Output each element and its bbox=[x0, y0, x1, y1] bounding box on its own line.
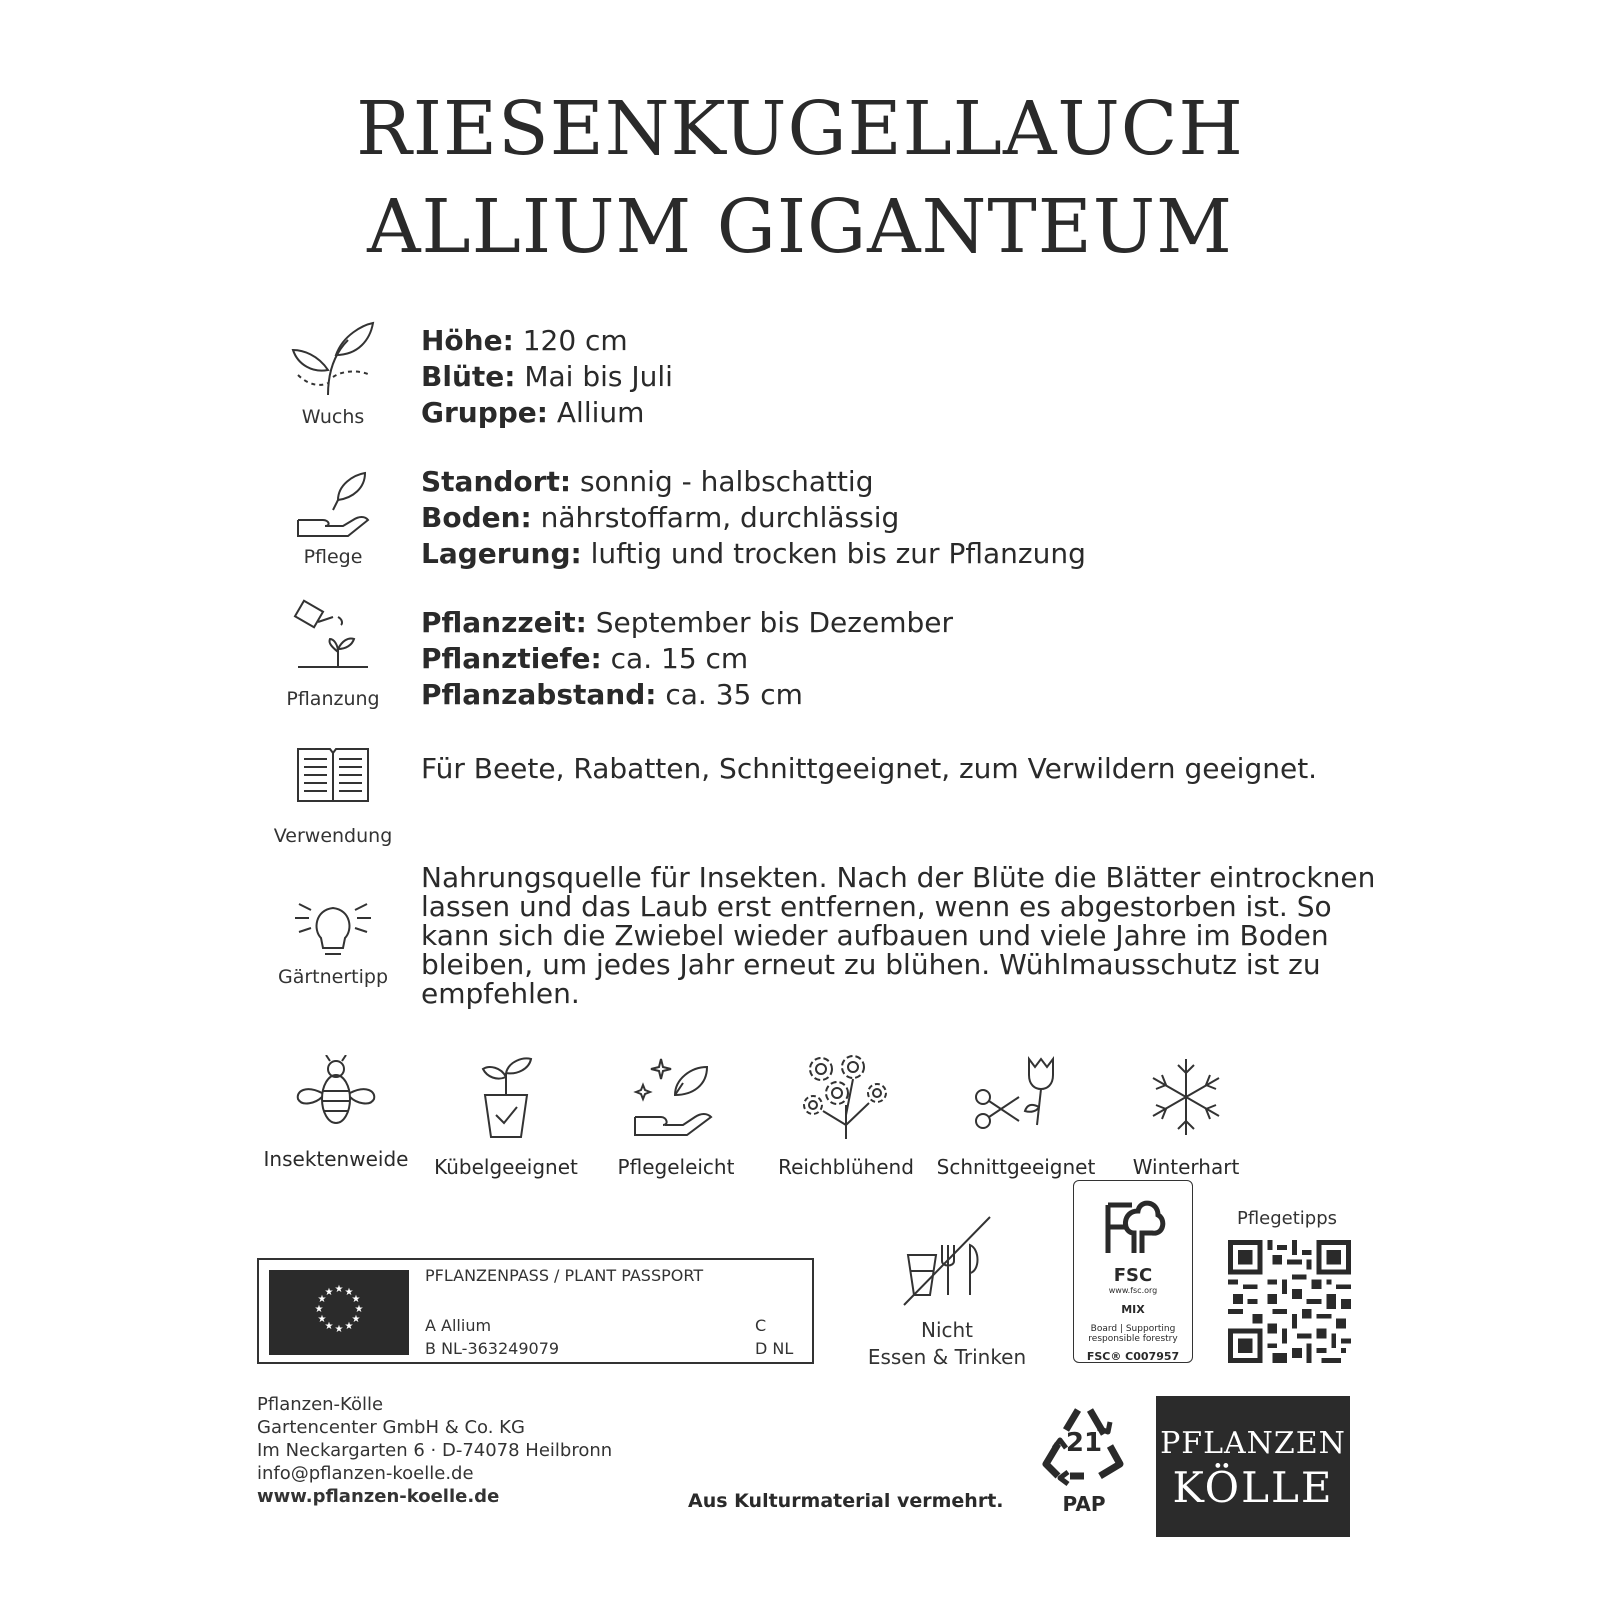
lightbulb-icon bbox=[291, 888, 375, 960]
svg-text:★: ★ bbox=[324, 1321, 334, 1332]
info-key: Lagerung: bbox=[421, 537, 582, 570]
svg-text:★: ★ bbox=[354, 1304, 364, 1315]
eu-flag-icon bbox=[269, 1270, 409, 1355]
info-value: 120 cm bbox=[513, 324, 628, 357]
info-key: Blüte: bbox=[421, 360, 516, 393]
section-pflanzung bbox=[263, 597, 403, 710]
no-eat-line-1: Nicht bbox=[920, 1318, 974, 1342]
no-eat-drink-icon bbox=[902, 1215, 992, 1307]
qr-label: Pflegetipps bbox=[1236, 1208, 1338, 1229]
bee-icon bbox=[294, 1055, 378, 1131]
recycle-symbol bbox=[1038, 1402, 1130, 1516]
scissors-tulip-icon bbox=[971, 1055, 1061, 1139]
recycle-code: PAP bbox=[1062, 1492, 1106, 1516]
plant-passport bbox=[257, 1258, 814, 1364]
qr-code-graphic bbox=[1228, 1240, 1351, 1363]
feature-label: Pflegeleicht bbox=[617, 1155, 735, 1179]
watering-can-icon bbox=[288, 597, 378, 682]
tip-line: empfehlen. bbox=[421, 977, 580, 1010]
info-key: Standort: bbox=[421, 465, 572, 498]
brand-line-2: KÖLLE bbox=[1172, 1463, 1334, 1512]
potted-plant-icon bbox=[471, 1055, 541, 1139]
fsc-mix: MIX bbox=[1121, 1303, 1145, 1316]
propagation-note: Aus Kulturmaterial vermehrt. bbox=[688, 1490, 1004, 1512]
info-value: ca. 35 cm bbox=[656, 678, 803, 711]
fsc-code: FSC® C007957 bbox=[1086, 1350, 1180, 1363]
tip-line: kann sich die Zwiebel wieder aufbauen und viele Jahre im Boden bbox=[421, 919, 1329, 952]
feature-insektenweide bbox=[256, 1055, 416, 1171]
fsc-desc-1: Board | Supporting bbox=[1090, 1324, 1176, 1334]
recycle-number: 21 bbox=[1065, 1428, 1103, 1458]
feature-pflegeleicht bbox=[596, 1055, 756, 1179]
info-key: Pflanzzeit: bbox=[421, 606, 587, 639]
section-gaertnertipp-info bbox=[421, 863, 1375, 1008]
passport-heading: PFLANZENPASS / PLANT PASSPORT bbox=[425, 1266, 704, 1285]
fsc-tree-icon bbox=[1098, 1193, 1168, 1263]
info-row bbox=[421, 323, 673, 359]
feature-label: Winterhart bbox=[1132, 1155, 1240, 1179]
info-row bbox=[421, 395, 673, 431]
info-value: sonnig - halbschattig bbox=[571, 465, 874, 498]
info-row bbox=[421, 464, 1086, 500]
info-text: Für Beete, Rabatten, Schnittgeeignet, zum Verwildern geeignet. bbox=[421, 752, 1318, 785]
feature-reichbluehend bbox=[766, 1055, 926, 1179]
fsc-name: FSC bbox=[1113, 1265, 1153, 1286]
info-value: Mai bis Juli bbox=[515, 360, 673, 393]
feature-label: Reichblühend bbox=[778, 1155, 914, 1179]
feature-kuebelgeeignet bbox=[426, 1055, 586, 1179]
plant-growth-icon bbox=[288, 315, 378, 400]
info-row bbox=[421, 605, 953, 641]
section-wuchs bbox=[263, 315, 403, 428]
no-eat-line-2: Essen & Trinken bbox=[867, 1345, 1027, 1369]
title-line-2: ALLIUM GIGANTEUM bbox=[367, 184, 1233, 270]
svg-text:★: ★ bbox=[351, 1314, 361, 1325]
flowers-icon bbox=[801, 1055, 891, 1139]
svg-text:★: ★ bbox=[334, 1324, 344, 1335]
feature-winterhart bbox=[1106, 1055, 1266, 1179]
tip-line: Nahrungsquelle für Insekten. Nach der Blüte die Blätter eintrocknen bbox=[421, 861, 1376, 894]
address-line: Pflanzen-Kölle bbox=[257, 1394, 384, 1415]
fsc-desc-2: responsible forestry bbox=[1088, 1334, 1178, 1344]
passport-d: D NL bbox=[755, 1339, 794, 1358]
open-book-icon bbox=[294, 745, 372, 805]
address-line: Gartencenter GmbH & Co. KG bbox=[257, 1417, 525, 1438]
info-row bbox=[421, 359, 673, 395]
info-value: Allium bbox=[548, 396, 645, 429]
section-pflege bbox=[263, 470, 403, 568]
address-email[interactable]: info@pflanzen-koelle.de bbox=[257, 1463, 474, 1484]
eu-stars bbox=[269, 1270, 409, 1355]
passport-c: C bbox=[755, 1316, 767, 1335]
fsc-label bbox=[1073, 1180, 1193, 1363]
info-key: Pflanztiefe: bbox=[421, 642, 602, 675]
info-row bbox=[421, 500, 1086, 536]
info-key: Gruppe: bbox=[421, 396, 548, 429]
info-value: September bis Dezember bbox=[586, 606, 953, 639]
feature-label: Kübelgeeignet bbox=[434, 1155, 578, 1179]
no-eat-drink bbox=[862, 1215, 1032, 1371]
svg-text:★: ★ bbox=[344, 1287, 354, 1298]
section-verwendung-info bbox=[421, 751, 1317, 787]
tip-line: lassen und das Laub erst entfernen, wenn es abgestorben ist. So bbox=[421, 890, 1332, 923]
info-value: nährstoffarm, durchlässig bbox=[531, 501, 900, 534]
brand-logo bbox=[1156, 1396, 1350, 1537]
info-row bbox=[421, 641, 953, 677]
section-verwendung bbox=[263, 745, 403, 847]
info-row bbox=[421, 536, 1086, 572]
info-key: Boden: bbox=[421, 501, 532, 534]
title-line-1: RIESENKUGELLAUCH bbox=[356, 86, 1244, 172]
section-pflege-info bbox=[421, 464, 1086, 572]
hand-sparkle-leaf-icon bbox=[631, 1055, 721, 1139]
section-label: Wuchs bbox=[301, 406, 365, 428]
feature-label: Schnittgeeignet bbox=[936, 1155, 1096, 1179]
hand-leaf-icon bbox=[293, 470, 373, 540]
info-key: Höhe: bbox=[421, 324, 514, 357]
info-value: ca. 15 cm bbox=[601, 642, 749, 675]
feature-schnittgeeignet bbox=[936, 1055, 1096, 1179]
qr-code-icon[interactable] bbox=[1228, 1240, 1351, 1363]
section-wuchs-info bbox=[421, 323, 673, 431]
info-key: Pflanzabstand: bbox=[421, 678, 657, 711]
address-website[interactable]: www.pflanzen-koelle.de bbox=[257, 1486, 500, 1507]
info-value: luftig und trocken bis zur Pflanzung bbox=[581, 537, 1086, 570]
fsc-url: www.fsc.org bbox=[1108, 1286, 1158, 1295]
svg-text:★: ★ bbox=[314, 1304, 324, 1315]
svg-text:★: ★ bbox=[317, 1314, 327, 1325]
svg-text:★: ★ bbox=[344, 1321, 354, 1332]
passport-b: B NL-363249079 bbox=[425, 1339, 560, 1358]
svg-text:★: ★ bbox=[334, 1284, 344, 1295]
svg-text:★: ★ bbox=[324, 1287, 334, 1298]
section-label: Verwendung bbox=[273, 825, 393, 847]
passport-a: A Allium bbox=[425, 1316, 492, 1335]
tip-line: bleiben, um jedes Jahr erneut zu blühen. Wühlmausschutz ist zu bbox=[421, 948, 1321, 981]
snowflake-icon bbox=[1144, 1055, 1228, 1139]
address-line: Im Neckargarten 6 · D-74078 Heilbronn bbox=[257, 1440, 613, 1461]
info-row bbox=[421, 677, 953, 713]
section-gaertnertipp bbox=[263, 888, 403, 988]
section-label: Pflege bbox=[303, 546, 363, 568]
section-label: Gärtnertipp bbox=[277, 966, 389, 988]
feature-label: Insektenweide bbox=[263, 1147, 409, 1171]
section-pflanzung-info bbox=[421, 605, 953, 713]
svg-text:★: ★ bbox=[351, 1294, 361, 1305]
brand-line-1: PFLANZEN bbox=[1160, 1426, 1346, 1461]
company-address bbox=[257, 1393, 612, 1508]
svg-text:★: ★ bbox=[317, 1294, 327, 1305]
section-label: Pflanzung bbox=[286, 688, 380, 710]
